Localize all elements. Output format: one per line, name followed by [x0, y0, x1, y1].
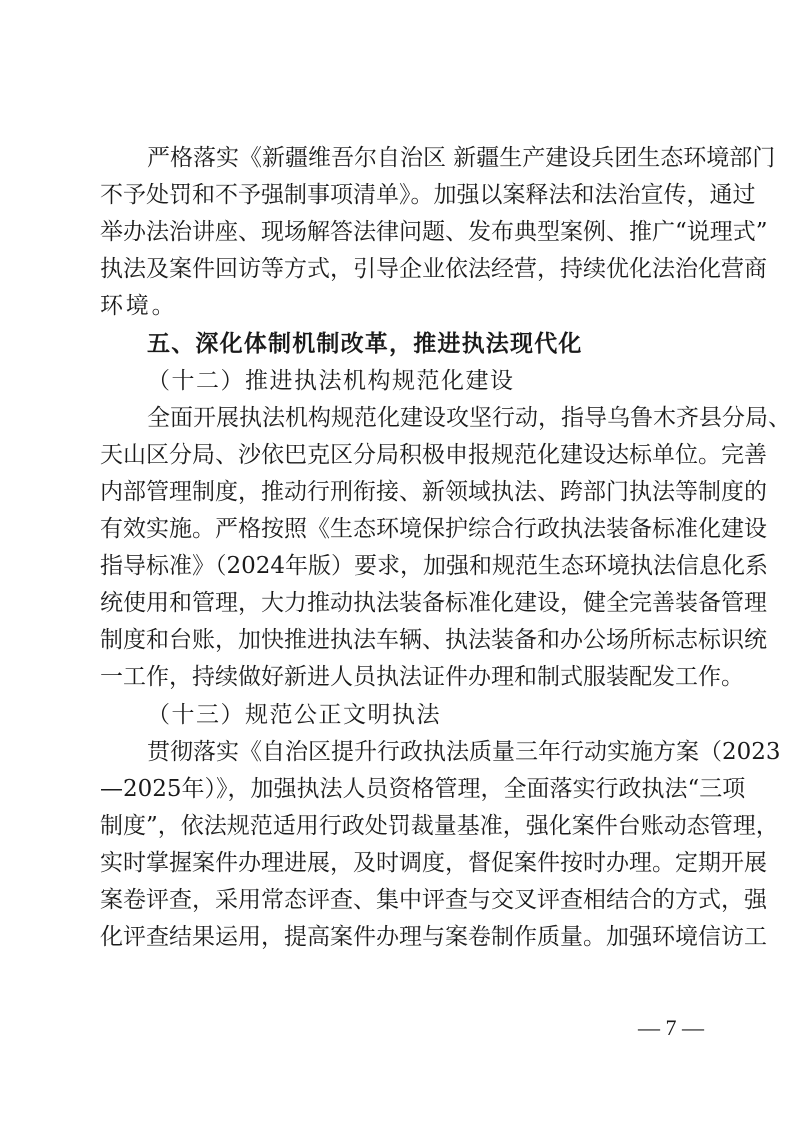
paragraph-3-line-3: 制度”，依法规范适用行政处罚裁量基准，强化案件台账动态管理， [100, 813, 779, 839]
paragraph-1-line-4: 执法及案件回访等方式，引导企业依法经营，持续优化法治化营商 [100, 256, 767, 282]
subheading-12: （十二）推进执法机构规范化建设 [147, 368, 515, 394]
paragraph-2-line-8: 一工作，持续做好新进人员执法证件办理和制式服装配发工作。 [100, 664, 744, 690]
paragraph-2-line-1: 全面开展执法机构规范化建设攻坚行动，指导乌鲁木齐县分局、 [147, 405, 791, 431]
paragraph-2-line-4: 有效实施。严格按照《生态环境保护综合行政执法装备标准化建设 [100, 516, 767, 542]
paragraph-2-line-6: 统使用和管理，大力推动执法装备标准化建设，健全完善装备管理 [100, 590, 767, 616]
paragraph-3-line-1: 贯彻落实《自治区提升行政执法质量三年行动实施方案（2023 [147, 739, 781, 765]
paragraph-3-line-5: 案卷评查，采用常态评查、集中评查与交叉评查相结合的方式，强 [100, 887, 767, 913]
paragraph-2-line-5: 指导标准》（2024年版）要求，加强和规范生态环境执法信息化系 [100, 553, 769, 579]
paragraph-2-line-2: 天山区分局、沙依巴克区分局积极申报规范化建设达标单位。完善 [100, 442, 767, 468]
paragraph-2-line-3: 内部管理制度，推动行刑衔接、新领域执法、跨部门执法等制度的 [100, 479, 767, 505]
paragraph-3-line-2: —2025年）》，加强执法人员资格管理，全面落实行政执法“三项 [100, 776, 746, 802]
subheading-13: （十三）规范公正文明执法 [147, 702, 441, 728]
paragraph-1-line-1: 严格落实《新疆维吾尔自治区 新疆生产建设兵团生态环境部门 [147, 145, 776, 171]
paragraph-1-line-5: 环境。 [100, 293, 178, 319]
paragraph-1-line-2: 不予处罚和不予强制事项清单》。加强以案释法和法治宣传，通过 [100, 182, 756, 208]
page-number: — 7 — [638, 1015, 704, 1040]
paragraph-2-line-7: 制度和台账，加快推进执法车辆、执法装备和办公场所标志标识统 [100, 627, 767, 653]
paragraph-1-line-3: 举办法治讲座、现场解答法律问题、发布典型案例、推广“说理式” [100, 219, 768, 245]
section-heading: 五、深化体制机制改革，推进执法现代化 [147, 331, 583, 357]
paragraph-3-line-4: 实时掌握案件办理进展，及时调度，督促案件按时办理。定期开展 [100, 850, 767, 876]
paragraph-3-line-6: 化评查结果运用，提高案件办理与案卷制作质量。加强环境信访工 [100, 924, 767, 950]
